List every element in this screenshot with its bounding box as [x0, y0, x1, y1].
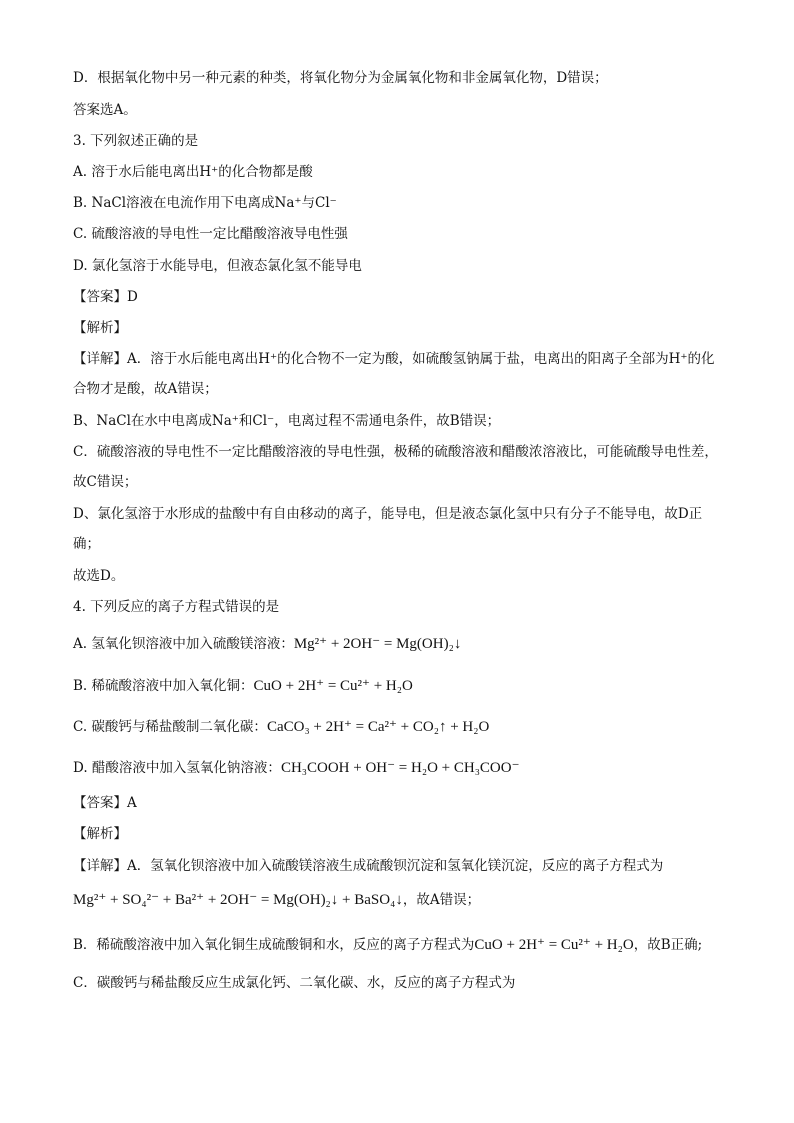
explanation-text: ，故A错误；	[402, 892, 481, 908]
ionic-equation: CH₃COOH + OH⁻ = H₂O + CH₃COO⁻	[280, 760, 520, 776]
ionic-equation: Mg²⁺ + SO₄²⁻ + Ba²⁺ + 2OH⁻ = Mg(OH)₂↓ + BaSO₄↓	[73, 892, 403, 908]
answer-label: 【答案】A	[73, 795, 137, 811]
question-4-option-b	[73, 676, 734, 696]
question-3-option-a: A. 溶于水后能电离出H⁺的化合物都是酸	[73, 164, 313, 180]
explanation-line: 【详解】A．溶于水后能电离出H⁺的化合物不一定为酸，如硫酸氢钠属于盐，电离出的阳离子全部为H⁺的化	[73, 351, 715, 367]
explanation-line: B、NaCl在水中电离成Na⁺和Cl⁻，电离过程不需通电条件，故B错误；	[73, 413, 501, 429]
question-4-option-d	[73, 758, 734, 778]
question-4-option-a	[73, 634, 734, 654]
question-3-option-b: B. NaCl溶液在电流作用下电离成Na⁺与Cl⁻	[73, 195, 337, 211]
explanation-line: 故C错误；	[73, 474, 138, 490]
question-3-stem: 3. 下列叙述正确的是	[73, 133, 199, 149]
text-line: 答案选A。	[73, 102, 137, 118]
explanation-equation-line	[73, 935, 734, 955]
question-3-option-d: D. 氯化氢溶于水能导电，但液态氯化氢不能导电	[73, 258, 362, 274]
explanation-line: 合物才是酸，故A错误；	[73, 381, 218, 397]
ionic-equation: Mg²⁺ + 2OH⁻ = Mg(OH)₂↓	[293, 636, 462, 652]
ionic-equation: CuO + 2H⁺ = Cu²⁺ + H₂O	[474, 937, 634, 953]
explanation-text: B．稀硫酸溶液中加入氧化铜生成硫酸铜和水，反应的离子方程式为	[73, 937, 475, 953]
question-4-stem: 4. 下列反应的离子方程式错误的是	[73, 599, 280, 615]
option-text: B. 稀硫酸溶液中加入氧化铜：	[73, 678, 254, 694]
analysis-label: 【解析】	[73, 320, 127, 336]
explanation-text: ，故B正确;	[633, 937, 703, 953]
text-line: D．根据氧化物中另一种元素的种类，将氧化物分为金属氧化物和非金属氧化物，D错误；	[73, 70, 608, 86]
option-text: D. 醋酸溶液中加入氢氧化钠溶液：	[73, 760, 281, 776]
question-3-option-c: C. 硫酸溶液的导电性一定比醋酸溶液导电性强	[73, 226, 348, 242]
analysis-label: 【解析】	[73, 826, 127, 842]
explanation-line: C．碳酸钙与稀盐酸反应生成氯化钙、二氧化碳、水，反应的离子方程式为	[73, 975, 516, 991]
explanation-line: 【详解】A．氢氧化钡溶液中加入硫酸镁溶液生成硫酸钡沉淀和氢氧化镁沉淀，反应的离子方程式为	[73, 858, 664, 874]
ionic-equation: CaCO₃ + 2H⁺ = Ca²⁺ + CO₂↑ + H₂O	[266, 719, 490, 735]
explanation-line: 确；	[73, 536, 100, 552]
option-text: A. 氢氧化钡溶液中加入硫酸镁溶液：	[73, 636, 294, 652]
explanation-equation-line	[73, 890, 734, 910]
answer-label: 【答案】D	[73, 289, 138, 305]
conclusion-line: 故选D。	[73, 568, 125, 584]
ionic-equation: CuO + 2H⁺ = Cu²⁺ + H₂O	[253, 678, 413, 694]
option-text: C. 碳酸钙与稀盐酸制二氧化碳：	[73, 719, 267, 735]
explanation-line: C．硫酸溶液的导电性不一定比醋酸溶液的导电性强，极稀的硫酸溶液和醋酸浓溶液比，可能硫酸导电性差，	[73, 444, 718, 460]
question-4-option-c	[73, 717, 734, 737]
explanation-line: D、氯化氢溶于水形成的盐酸中有自由移动的离子，能导电，但是液态氯化氢中只有分子不能导电，故D正	[73, 506, 703, 522]
